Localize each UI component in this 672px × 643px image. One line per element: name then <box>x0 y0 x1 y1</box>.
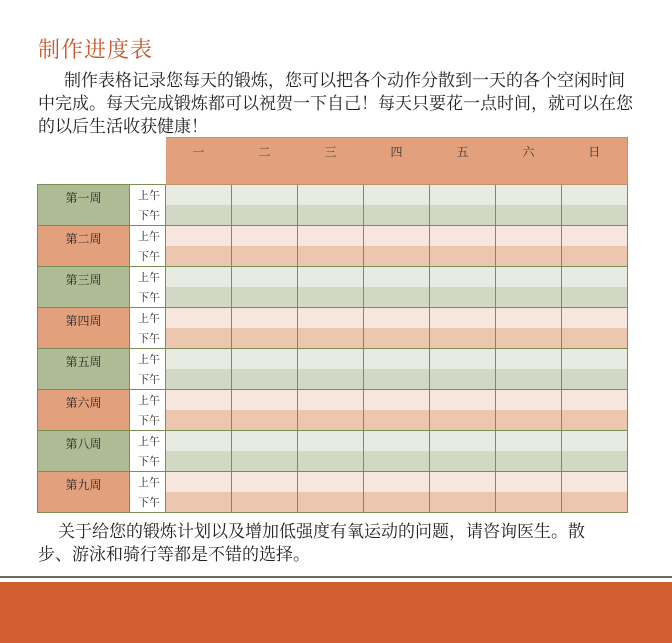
schedule-cell[interactable] <box>562 472 628 493</box>
week-label: 第五周 <box>38 349 130 390</box>
schedule-cell[interactable] <box>430 390 496 411</box>
intro-paragraph: 制作表格记录您每天的锻炼，您可以把各个动作分散到一天的各个空闲时间中完成。每天完成锻炼都可以祝贺一下自己！每天只要花一点时间，就可以在您的以后生活收获健康！ <box>38 71 633 137</box>
schedule-cell[interactable] <box>232 410 298 431</box>
schedule-cell[interactable] <box>232 472 298 493</box>
schedule-cell[interactable] <box>232 287 298 308</box>
table-row <box>38 308 628 329</box>
schedule-cell[interactable] <box>232 246 298 267</box>
schedule-cell[interactable] <box>430 369 496 390</box>
schedule-cell[interactable] <box>232 349 298 370</box>
morning-label: 上午 <box>130 267 166 288</box>
schedule-cell[interactable] <box>430 246 496 267</box>
schedule-cell[interactable] <box>298 287 364 308</box>
schedule-cell[interactable] <box>496 492 562 513</box>
table-corner <box>38 138 166 185</box>
schedule-cell[interactable] <box>562 390 628 411</box>
week-label: 第二周 <box>38 226 130 267</box>
morning-label: 上午 <box>130 308 166 329</box>
schedule-cell[interactable] <box>232 226 298 247</box>
schedule-cell[interactable] <box>298 185 364 206</box>
schedule-cell[interactable] <box>562 349 628 370</box>
schedule-cell[interactable] <box>298 410 364 431</box>
schedule-cell[interactable] <box>562 492 628 513</box>
schedule-cell[interactable] <box>562 308 628 329</box>
morning-label: 上午 <box>130 185 166 206</box>
schedule-cell[interactable] <box>232 451 298 472</box>
schedule-cell[interactable] <box>232 431 298 452</box>
schedule-cell[interactable] <box>496 349 562 370</box>
afternoon-label: 下午 <box>130 287 166 308</box>
schedule-cell[interactable] <box>166 472 232 493</box>
schedule-cell[interactable] <box>430 226 496 247</box>
schedule-cell[interactable] <box>166 451 232 472</box>
schedule-cell[interactable] <box>364 287 430 308</box>
schedule-cell[interactable] <box>298 369 364 390</box>
schedule-cell[interactable] <box>496 246 562 267</box>
schedule-cell[interactable] <box>364 349 430 370</box>
schedule-cell[interactable] <box>364 369 430 390</box>
schedule-cell[interactable] <box>166 349 232 370</box>
schedule-cell[interactable] <box>430 287 496 308</box>
day-header-fri: 五 <box>430 138 496 185</box>
schedule-cell[interactable] <box>232 205 298 226</box>
schedule-cell[interactable] <box>166 205 232 226</box>
schedule-cell[interactable] <box>496 287 562 308</box>
morning-label: 上午 <box>130 390 166 411</box>
schedule-cell[interactable] <box>430 431 496 452</box>
schedule-cell[interactable] <box>298 267 364 288</box>
schedule-cell[interactable] <box>232 267 298 288</box>
morning-label: 上午 <box>130 431 166 452</box>
morning-label: 上午 <box>130 349 166 370</box>
schedule-cell[interactable] <box>166 267 232 288</box>
afternoon-label: 下午 <box>130 451 166 472</box>
day-header-thu: 四 <box>364 138 430 185</box>
schedule-cell[interactable] <box>496 369 562 390</box>
closing-paragraph: 关于给您的锻炼计划以及增加低强度有氧运动的问题，请咨询医生。散步、游泳和骑行等都是不错的选择。 <box>38 522 585 565</box>
schedule-cell[interactable] <box>562 287 628 308</box>
schedule-cell[interactable] <box>430 472 496 493</box>
table-row <box>38 431 628 452</box>
schedule-cell[interactable] <box>496 226 562 247</box>
schedule-cell[interactable] <box>232 390 298 411</box>
schedule-cell[interactable] <box>562 369 628 390</box>
table-row <box>38 472 628 493</box>
schedule-cell[interactable] <box>364 410 430 431</box>
schedule-cell[interactable] <box>562 226 628 247</box>
table-row <box>38 390 628 411</box>
schedule-cell[interactable] <box>166 431 232 452</box>
schedule-cell[interactable] <box>166 185 232 206</box>
progress-table-container <box>37 137 628 513</box>
schedule-cell[interactable] <box>496 390 562 411</box>
schedule-cell[interactable] <box>364 205 430 226</box>
footer-divider <box>0 576 672 578</box>
table-row <box>38 226 628 247</box>
schedule-cell[interactable] <box>496 205 562 226</box>
schedule-cell[interactable] <box>298 246 364 267</box>
schedule-cell[interactable] <box>496 185 562 206</box>
table-row <box>38 185 628 206</box>
schedule-cell[interactable] <box>430 349 496 370</box>
schedule-cell[interactable] <box>364 390 430 411</box>
schedule-cell[interactable] <box>562 185 628 206</box>
schedule-cell[interactable] <box>364 185 430 206</box>
schedule-cell[interactable] <box>562 431 628 452</box>
day-header-wed: 三 <box>298 138 364 185</box>
schedule-cell[interactable] <box>166 390 232 411</box>
schedule-cell[interactable] <box>562 205 628 226</box>
schedule-cell[interactable] <box>364 246 430 267</box>
day-header-mon: 一 <box>166 138 232 185</box>
schedule-cell[interactable] <box>562 451 628 472</box>
schedule-cell[interactable] <box>298 451 364 472</box>
schedule-cell[interactable] <box>430 308 496 329</box>
schedule-cell[interactable] <box>364 328 430 349</box>
day-header-sun: 日 <box>562 138 628 185</box>
progress-table <box>37 137 628 513</box>
schedule-body <box>38 185 628 513</box>
schedule-cell[interactable] <box>166 287 232 308</box>
schedule-cell[interactable] <box>298 431 364 452</box>
schedule-cell[interactable] <box>166 410 232 431</box>
morning-label: 上午 <box>130 226 166 247</box>
schedule-cell[interactable] <box>298 349 364 370</box>
schedule-cell[interactable] <box>364 492 430 513</box>
day-header-sat: 六 <box>496 138 562 185</box>
schedule-cell[interactable] <box>364 451 430 472</box>
afternoon-label: 下午 <box>130 246 166 267</box>
schedule-cell[interactable] <box>232 328 298 349</box>
schedule-cell[interactable] <box>364 267 430 288</box>
day-header-tue: 二 <box>232 138 298 185</box>
day-header-row <box>38 138 628 185</box>
schedule-cell[interactable] <box>232 185 298 206</box>
schedule-cell[interactable] <box>430 205 496 226</box>
week-label: 第四周 <box>38 308 130 349</box>
schedule-cell[interactable] <box>562 246 628 267</box>
afternoon-label: 下午 <box>130 328 166 349</box>
schedule-cell[interactable] <box>496 267 562 288</box>
schedule-cell[interactable] <box>364 431 430 452</box>
schedule-cell[interactable] <box>430 492 496 513</box>
schedule-cell[interactable] <box>298 308 364 329</box>
afternoon-label: 下午 <box>130 492 166 513</box>
schedule-cell[interactable] <box>364 472 430 493</box>
week-label: 第九周 <box>38 472 130 513</box>
schedule-cell[interactable] <box>430 410 496 431</box>
schedule-cell[interactable] <box>166 308 232 329</box>
schedule-cell[interactable] <box>232 369 298 390</box>
schedule-cell[interactable] <box>496 410 562 431</box>
afternoon-label: 下午 <box>130 369 166 390</box>
schedule-cell[interactable] <box>430 451 496 472</box>
schedule-cell[interactable] <box>298 472 364 493</box>
page-title: 制作进度表 <box>38 38 154 63</box>
schedule-cell[interactable] <box>562 267 628 288</box>
schedule-cell[interactable] <box>496 472 562 493</box>
schedule-cell[interactable] <box>166 246 232 267</box>
schedule-cell[interactable] <box>496 451 562 472</box>
schedule-cell[interactable] <box>298 390 364 411</box>
morning-label: 上午 <box>130 472 166 493</box>
schedule-cell[interactable] <box>166 226 232 247</box>
schedule-cell[interactable] <box>430 267 496 288</box>
week-label: 第八周 <box>38 431 130 472</box>
week-label: 第一周 <box>38 185 130 226</box>
table-row <box>38 267 628 288</box>
table-row <box>38 349 628 370</box>
schedule-cell[interactable] <box>364 308 430 329</box>
schedule-cell[interactable] <box>166 369 232 390</box>
schedule-cell[interactable] <box>232 308 298 329</box>
schedule-cell[interactable] <box>298 205 364 226</box>
afternoon-label: 下午 <box>130 410 166 431</box>
schedule-cell[interactable] <box>166 328 232 349</box>
week-label: 第六周 <box>38 390 130 431</box>
schedule-cell[interactable] <box>166 492 232 513</box>
schedule-cell[interactable] <box>430 328 496 349</box>
schedule-cell[interactable] <box>496 308 562 329</box>
schedule-cell[interactable] <box>496 328 562 349</box>
afternoon-label: 下午 <box>130 205 166 226</box>
schedule-cell[interactable] <box>562 410 628 431</box>
schedule-cell[interactable] <box>430 185 496 206</box>
schedule-cell[interactable] <box>298 226 364 247</box>
schedule-cell[interactable] <box>496 431 562 452</box>
schedule-cell[interactable] <box>562 328 628 349</box>
schedule-cell[interactable] <box>298 328 364 349</box>
schedule-cell[interactable] <box>232 492 298 513</box>
schedule-cell[interactable] <box>364 226 430 247</box>
schedule-cell[interactable] <box>298 492 364 513</box>
week-label: 第三周 <box>38 267 130 308</box>
footer-bar <box>0 582 672 643</box>
